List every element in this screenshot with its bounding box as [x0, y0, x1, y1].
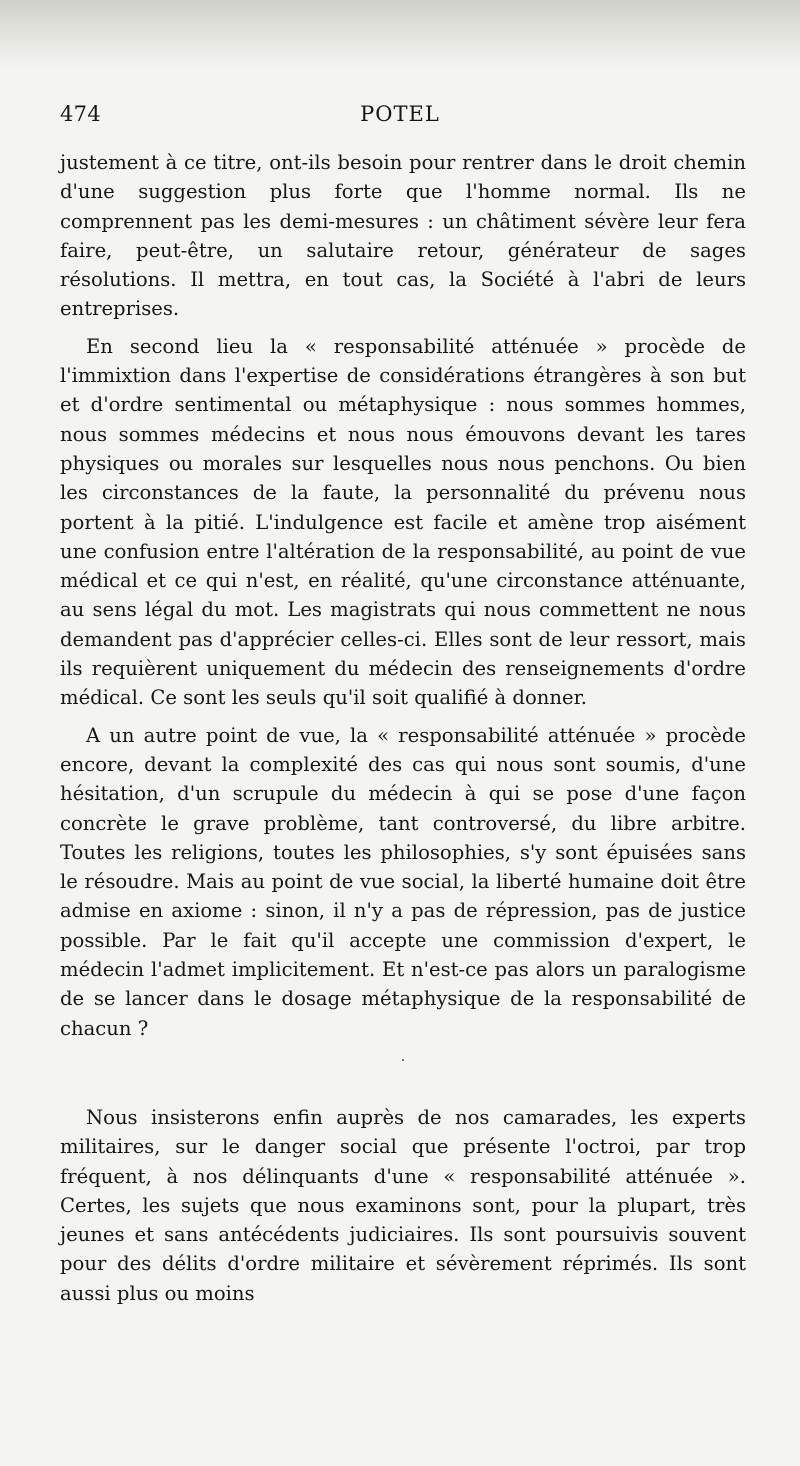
paragraph-gap: [60, 713, 746, 721]
paragraph-2: En second lieu la « responsabilité atténuée » procède de l'immixtion dans l'expertise de considérations étrangères à son but et d'ordre sentimental ou métaphysique : nous sommes hommes, nous sommes médecins et nous nous émouvons devant les tares physiques ou morales sur lesquelles nous nous penchons. Ou bien les circonstances de la faute, la personnalité du prévenu nous portent à la pitié. L'indulgence est facile et amène trop aisément une confusion entre l'altération de la responsabilité, au point de vue médical et ce qui n'est, en réalité, qu'une circonstance atténuante, au sens légal du mot. Les magistrats qui nous commettent ne nous demandent pas d'apprécier celles-ci. Elles sont de leur ressort, mais ils requièrent uniquement du médecin des renseignements d'ordre médical. Ce sont les seuls qu'il soit qualifié à donner.: [60, 334, 746, 710]
paragraph-gap: [60, 324, 746, 332]
paragraph-3: A un autre point de vue, la « responsabilité atténuée » procède encore, devant la complexité des cas qui nous sont soumis, d'une hésitation, d'un scrupule du médecin à qui se pose d'une façon concrète le grave problème, tant controversé, du libre arbitre. Toutes les religions, toutes les philosophies, s'y sont épuisées sans le résoudre. Mais au point de vue social, la liberté humaine doit être admise en axiome : sinon, il n'y a pas de répression, pas de justice possible. Par le fait qu'il accepte une commission d'expert, le médecin l'admet implicitement. Et n'est-ce pas alors un paralogisme de se lancer dans le dosage métaphysique de la responsabilité de chacun ?: [60, 723, 746, 1040]
paragraph-4: Nous insisterons enfin auprès de nos camarades, les experts militaires, sur le danger social que présente l'octroi, par trop fréquent, à nos délinquants d'une « responsabilité atténuée ». Certes, les sujets que nous examinons sont, pour la plupart, très jeunes et sans antécédents judiciaires. Ils sont poursuivis souvent pour des délits d'ordre militaire et sévèrement réprimés. Ils sont aussi plus ou moins: [60, 1105, 746, 1305]
paragraph-1: justement à ce titre, ont-ils besoin pour rentrer dans le droit chemin d'une suggestion plus forte que l'homme normal. Ils ne comprennent pas les demi-mesures : un châtiment sévère leur fera faire, peut-être, un salutaire retour, générateur de sages résolutions. Il mettra, en tout cas, la Société à l'abri de leurs entreprises.: [60, 151, 746, 321]
page-top-shadow: [0, 0, 800, 70]
page-number: 474: [60, 102, 101, 126]
running-header: [60, 102, 740, 130]
running-title: POTEL: [360, 102, 440, 126]
section-break: ·: [400, 1052, 406, 1069]
body-text: [60, 148, 746, 1308]
